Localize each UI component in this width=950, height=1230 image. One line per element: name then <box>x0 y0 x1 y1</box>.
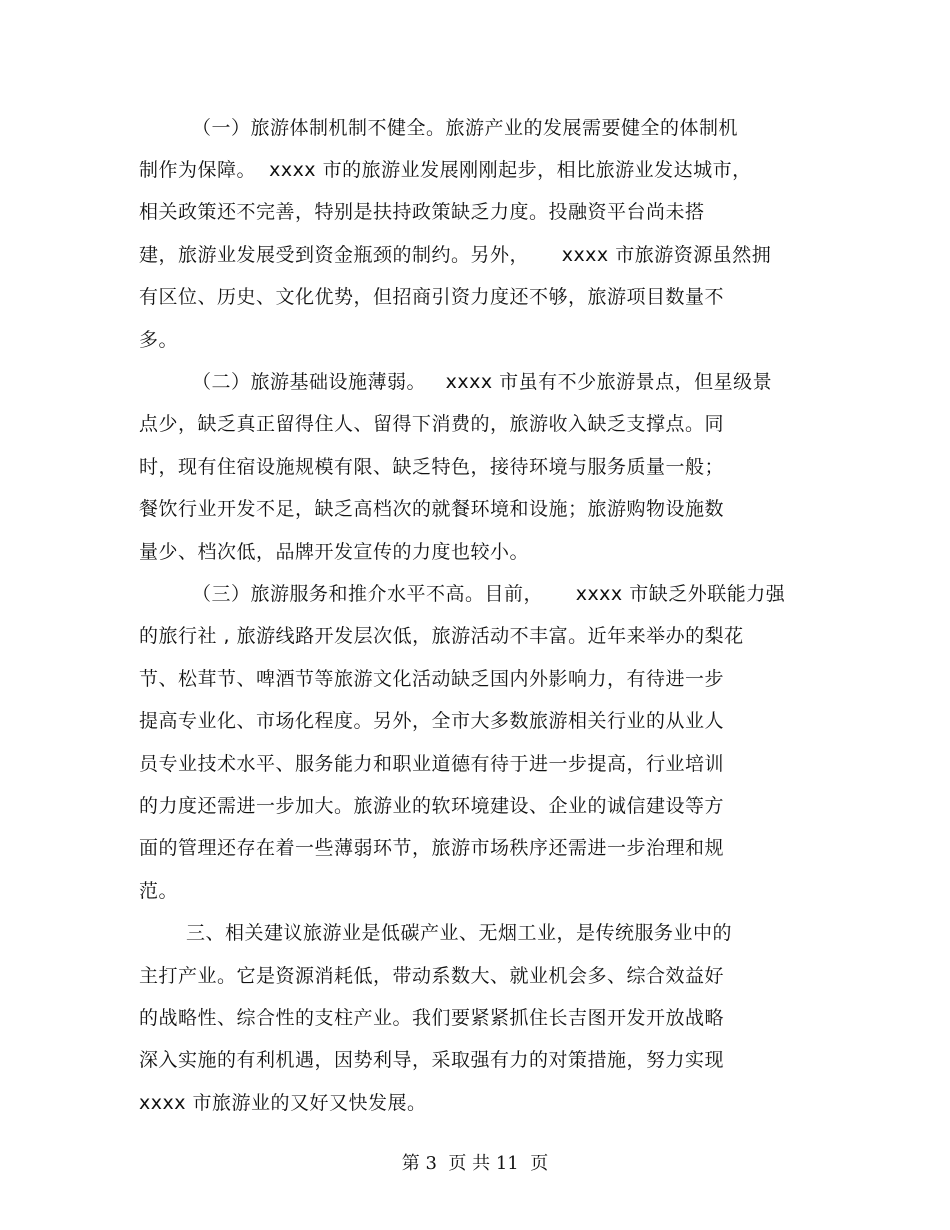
paragraph-3-line-4: 提高专业化、市场化程度。另外，全市大多数旅游相关行业的从业人 <box>139 710 725 732</box>
paragraph-2-line-2: 点少，缺乏真正留得住人、留得下消费的，旅游收入缺乏支撑点。同 <box>139 413 725 435</box>
paragraph-2-line-4: 餐饮行业开发不足，缺乏高档次的就餐环境和设施；旅游购物设施数 <box>139 498 725 520</box>
paragraph-3-line-1: （三）旅游服务和推介水平不高。目前， xxxx 市缺乏外联能力强 <box>192 583 786 605</box>
paragraph-3-line-2: 的旅行社 , 旅游线路开发层次低，旅游活动不丰富。近年来举办的梨花 <box>139 625 744 647</box>
paragraph-3-line-7: 面的管理还存在着一些薄弱环节，旅游市场秩序还需进一步治理和规 <box>139 837 725 859</box>
paragraph-3-line-6: 的力度还需进一步加大。旅游业的软环境建设、企业的诚信建设等方 <box>139 795 725 817</box>
paragraph-4-line-4: 深入实施的有利机遇，因势利导，采取强有力的对策措施，努力实现 <box>139 1049 725 1071</box>
paragraph-1-line-3: 相关政策还不完善，特别是扶持政策缺乏力度。投融资平台尚未搭 <box>139 201 705 223</box>
paragraph-1-line-4: 建，旅游业发展受到资金瓶颈的制约。另外， xxxx 市旅游资源虽然拥 <box>139 244 772 266</box>
paragraph-3-line-5: 员专业技术水平、服务能力和职业道德有待于进一步提高，行业培训 <box>139 753 725 775</box>
paragraph-1-line-1: （一）旅游体制机制不健全。旅游产业的发展需要健全的体制机 <box>192 117 739 139</box>
paragraph-2-line-1: （二）旅游基础设施薄弱。 xxxx 市虽有不少旅游景点，但星级景 <box>192 371 773 393</box>
paragraph-2-line-3: 时，现有住宿设施规模有限、缺乏特色，接待环境与服务质量一般； <box>139 456 725 478</box>
paragraph-2-line-5: 量少、档次低，品牌开发宣传的力度也较小。 <box>139 541 530 563</box>
paragraph-1-line-5: 有区位、历史、文化优势，但招商引资力度还不够，旅游项目数量不 <box>139 286 725 308</box>
paragraph-4-line-1: 三、相关建议旅游业是低碳产业、无烟工业，是传统服务业中的 <box>186 922 733 944</box>
paragraph-4-line-2: 主打产业。它是资源消耗低，带动系数大、就业机会多、综合效益好 <box>139 965 725 987</box>
paragraph-4-line-5: xxxx 市旅游业的又好又快发展。 <box>139 1092 427 1114</box>
paragraph-4-line-3: 的战略性、综合性的支柱产业。我们要紧紧抓住长吉图开发开放战略 <box>139 1007 725 1029</box>
paragraph-3-line-8: 范。 <box>139 880 179 902</box>
page-number-footer: 第 3 页 共 11 页 <box>401 1153 549 1174</box>
paragraph-3-line-3: 节、松茸节、啤酒节等旅游文化活动缺乏国内外影响力，有待进一步 <box>139 668 725 690</box>
paragraph-1-line-2: 制作为保障。 xxxx 市的旅游业发展刚刚起步，相比旅游业发达城市， <box>139 159 752 181</box>
paragraph-1-line-6: 多。 <box>139 329 179 351</box>
